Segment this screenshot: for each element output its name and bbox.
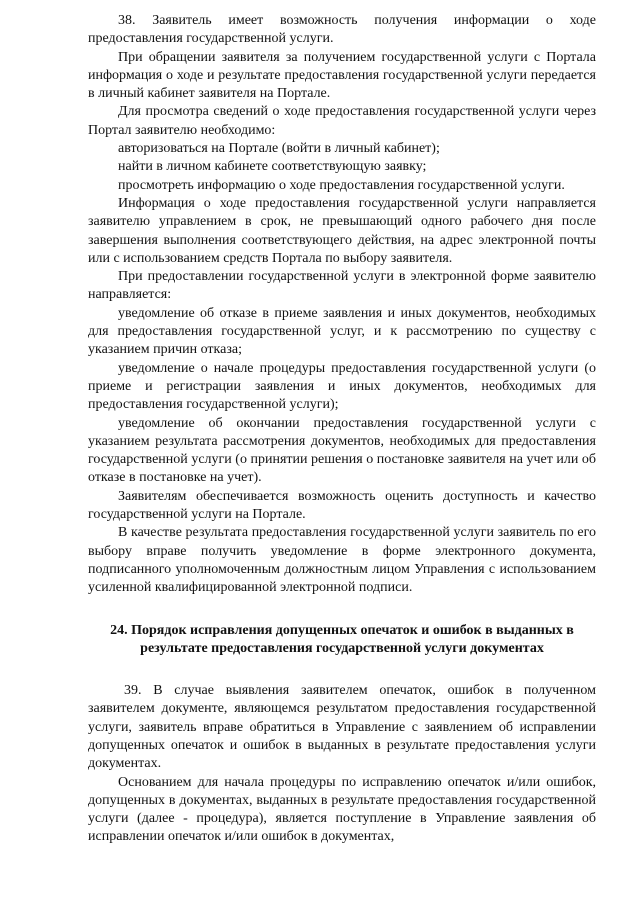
list-item-view-info: просмотреть информацию о ходе предоставления государственной услуги. [118, 177, 565, 193]
paragraph-38: 38. Заявитель имеет возможность получения информации о ходе предоставления государственной услуги. [88, 13, 596, 47]
paragraph-info-deadline: Информация о ходе предоставления государственной услуги направляется заявителю управлением в срок, не превышающий одного рабочего дня после завершения выполнения соответствующего действия, на адрес электронной почты или с использованием средств Портала по выбору заявителя. [88, 195, 596, 266]
paragraph-view-steps-intro: Для просмотра сведений о ходе предоставления государственной услуги через Портал заявителю необходимо: [88, 104, 596, 138]
notice-refusal: уведомление об отказе в приеме заявления и иных документов, необходимых для предоставления государственной услуг, и к рассмотрению по существу с указанием причин отказа; [88, 305, 596, 358]
section-heading-24: 24. Порядок исправления допущенных опечаток и ошибок в выданных в результате предоставления государственной услуги документах [110, 622, 574, 656]
paragraph-electronic-notices: При предоставлении государственной услуги в электронной форме заявителю направляется: [88, 269, 596, 303]
notice-start: уведомление о начале процедуры предоставления государственной услуги (о приеме и регистрации заявления и иных документов, необходимых для предоставления государственной услуги); [88, 360, 596, 413]
paragraph-result-form: В качестве результата предоставления государственной услуги заявитель по его выбору вправе получить уведомление в форме электронного документа, подписанного уполномоченным должностным лицом Управления с использованием усиленной квалифицированной электронной подписи. [88, 525, 596, 596]
document-page [88, 12, 596, 847]
list-item-authorize: авторизоваться на Портале (войти в личный кабинет); [118, 141, 440, 157]
paragraph-39: 39. В случае выявления заявителем опечаток, ошибок в полученном заявителем документе, являющемся результатом предоставления государственной услуги, заявитель вправе обратиться в Управление с заявлением об исправлении допущенных опечаток и ошибок в выданных в результате предоставления услуги документах. [88, 683, 596, 772]
paragraph-procedure-basis: Основанием для начала процедуры по исправлению опечаток и/или ошибок, допущенных в документах, выданных в результате предоставления государственной услуги (далее - процедура), является поступление в Управление заявления об исправлении опечаток и/или ошибок в документах, [88, 774, 596, 845]
notice-completion: уведомление об окончании предоставления государственной услуги с указанием результата рассмотрения документов, необходимых для предоставления государственной услуги (о принятии решения о постановке заявителя на учет или об отказе в постановке на учет). [88, 415, 596, 486]
paragraph-portal-info: При обращении заявителя за получением государственной услуги с Портала информация о ходе и результате предоставления государственной услуги передается в личный кабинет заявителя на Портале. [88, 49, 596, 102]
list-item-find-request: найти в личном кабинете соответствующую заявку; [118, 159, 427, 175]
paragraph-quality-rating: Заявителям обеспечивается возможность оценить доступность и качество государственной услуги на Портале. [88, 488, 596, 523]
